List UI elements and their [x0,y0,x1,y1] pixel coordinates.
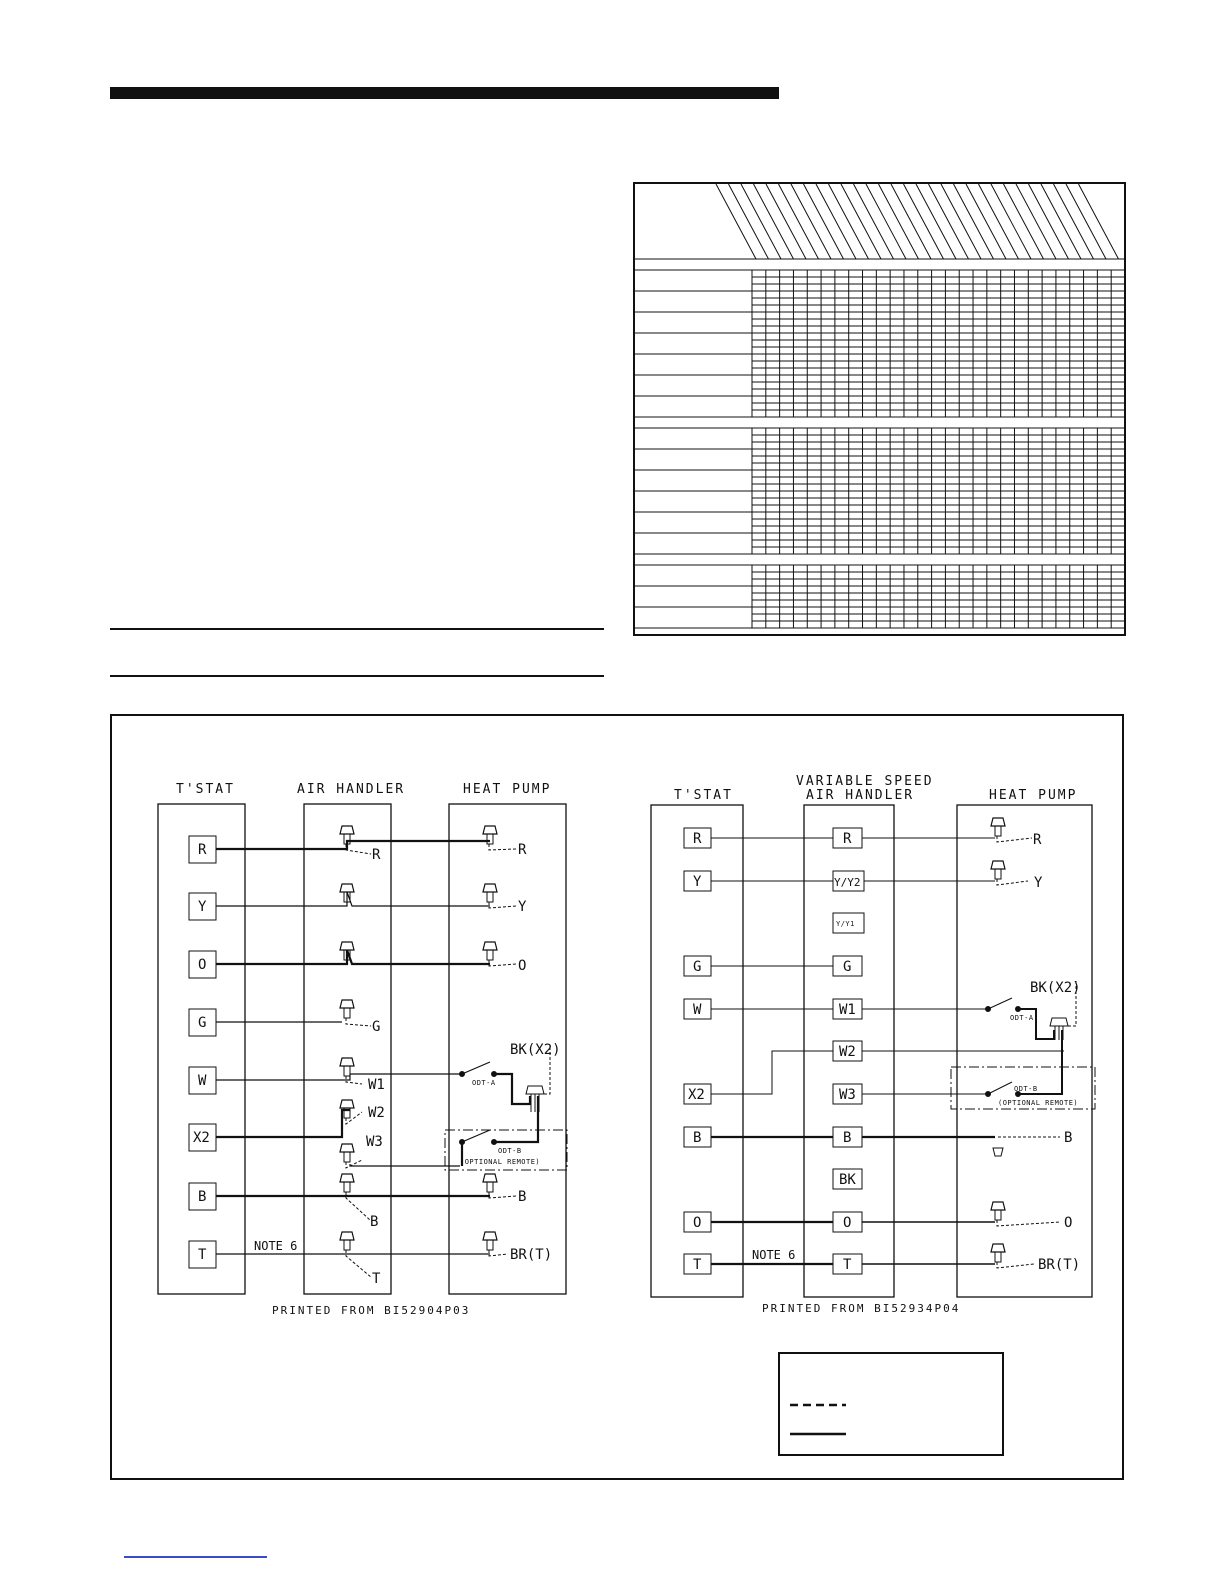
air-handler-header: AIR HANDLER [806,788,915,803]
tstat-terminal-b: B [693,1130,702,1146]
tstat-terminal-x2: X2 [193,1130,210,1146]
ah-terminal-t: T [843,1257,852,1273]
hp-label-b: B [518,1189,527,1205]
ah-terminal-y-y2: Y/Y2 [834,876,861,889]
ah-terminal-bk: BK [839,1172,856,1188]
tstat-terminal-o: O [198,957,207,973]
footer-link-rule [124,1556,267,1558]
ah-label-b: B [370,1214,379,1230]
tstat-terminal-r: R [693,831,702,847]
ah-label-w2: W2 [368,1105,385,1121]
bk-x2-label: BK(X2) [510,1042,561,1058]
ah-terminal-y-y1: Y/Y1 [836,920,855,928]
odt-b-label: ODT-B [498,1147,522,1155]
hp-label-y: Y [1034,875,1043,891]
tstat-terminal-b: B [198,1189,207,1205]
ah-label-r: R [372,847,381,863]
ah-terminal-w1: W1 [839,1002,856,1018]
tstat-header: T'STAT [176,782,235,797]
bk-x2-label: BK(X2) [1030,980,1081,996]
odt-b-label: ODT-B [1014,1085,1038,1093]
hp-label-br: BR(T) [1038,1257,1081,1273]
optional-remote-label: (OPTIONAL REMOTE) [998,1099,1079,1107]
wire-legend [778,1352,1006,1458]
tstat-header: T'STAT [674,788,733,803]
tstat-terminal-w: W [693,1002,702,1018]
tstat-terminal-t: T [198,1247,207,1263]
hp-label-y: Y [518,899,527,915]
ah-terminal-w3: W3 [839,1087,856,1103]
heat-pump-header: HEAT PUMP [989,788,1078,803]
odt-a-label: ODT-A [472,1079,496,1087]
tstat-terminal-o: O [693,1215,702,1231]
hp-label-b: B [1064,1130,1073,1146]
note-6-label: NOTE 6 [752,1248,796,1262]
ah-terminal-b: B [843,1130,852,1146]
divider-rule [110,628,604,630]
ah-terminal-g: G [843,959,852,975]
hp-label-r: R [518,842,527,858]
ah-label-g: G [372,1019,381,1035]
left-wiring-diagram [112,716,622,1336]
note-6-label: NOTE 6 [254,1239,298,1253]
tstat-terminal-t: T [693,1257,702,1273]
heat-pump-header: HEAT PUMP [463,782,552,797]
right-wiring-diagram [640,716,1110,1336]
header-rule [110,87,779,99]
hp-label-br: BR(T) [510,1247,553,1263]
ah-label-w3: W3 [366,1134,383,1150]
tstat-terminal-g: G [693,959,702,975]
hp-label-o: O [518,958,527,974]
hp-label-r: R [1033,832,1042,848]
tstat-terminal-y: Y [693,874,702,890]
divider-rule [110,675,604,677]
ah-label-t: T [372,1271,381,1287]
ah-terminal-r: R [843,831,852,847]
tstat-terminal-x2: X2 [688,1087,705,1103]
tstat-terminal-r: R [198,842,207,858]
tstat-terminal-g: G [198,1015,207,1031]
ah-label-w1: W1 [368,1077,385,1093]
odt-a-label: ODT-A [1010,1014,1034,1022]
hp-label-o: O [1064,1215,1073,1231]
printed-from-label: PRINTED FROM BI52904P03 [272,1304,471,1317]
variable-speed-header: VARIABLE SPEED [796,774,934,789]
printed-from-label: PRINTED FROM BI52934P04 [762,1302,961,1315]
ah-terminal-w2: W2 [839,1044,856,1060]
tstat-terminal-w: W [198,1073,207,1089]
ah-terminal-o: O [843,1215,852,1231]
optional-remote-label: (OPTIONAL REMOTE) [460,1158,541,1166]
air-handler-header: AIR HANDLER [297,782,406,797]
tstat-terminal-y: Y [198,899,207,915]
spec-table-grid [632,182,1128,638]
